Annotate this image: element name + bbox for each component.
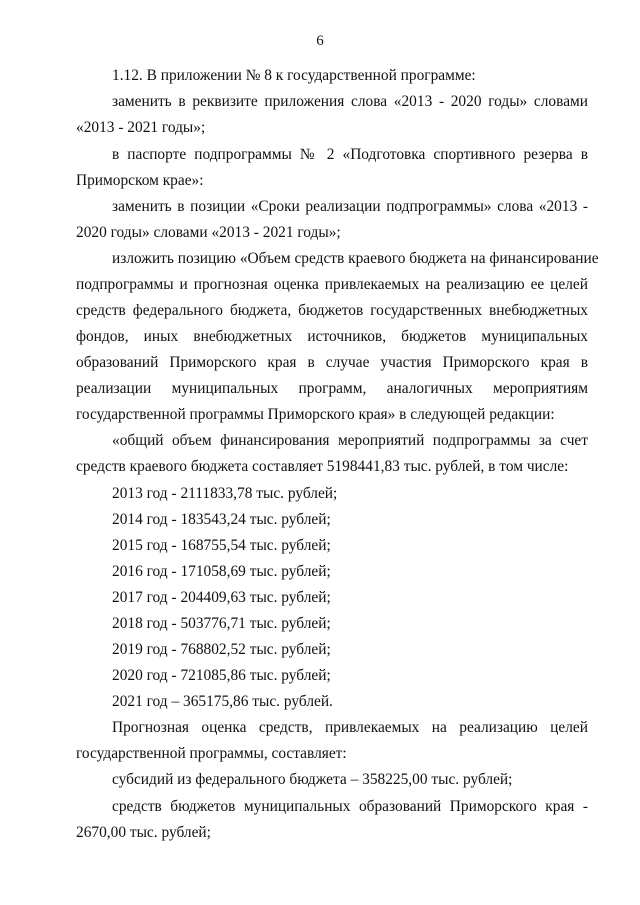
- text-line: 2670,00 тыс. рублей;: [76, 824, 211, 841]
- page-number: 6: [316, 33, 324, 49]
- text-line: средств краевого бюджета составляет 5198441,83 тыс. рублей, в том числе:: [76, 458, 569, 475]
- text-line: государственной программы, составляет:: [76, 745, 347, 762]
- text-line: средств бюджетов муниципальных образований Приморского края -: [112, 798, 588, 815]
- text-line: 2020 годы» словами «2013 - 2021 годы»;: [76, 224, 341, 241]
- year-line: 2017 год - 204409,63 тыс. рублей;: [112, 589, 331, 606]
- text-line: в паспорте подпрограммы № 2 «Подготовка спортивного резерва в: [112, 146, 588, 163]
- year-line: 2018 год - 503776,71 тыс. рублей;: [112, 615, 331, 632]
- year-line: 2014 год - 183543,24 тыс. рублей;: [112, 511, 331, 528]
- year-line: 2019 год - 768802,52 тыс. рублей;: [112, 641, 331, 658]
- text-line: субсидий из федерального бюджета – 358225,00 тыс. рублей;: [112, 771, 513, 788]
- text-line: фондов, иных внебюджетных источников, бюджетов муниципальных: [76, 328, 588, 345]
- text-line: «общий объем финансирования мероприятий подпрограммы за счет: [112, 432, 588, 449]
- text-line: «2013 - 2021 годы»;: [76, 119, 206, 136]
- text-line: 1.12. В приложении № 8 к государственной программе:: [112, 67, 476, 84]
- text-line: образований Приморского края в случае участия Приморского края в: [76, 354, 588, 371]
- text-line: заменить в реквизите приложения слова «2013 - 2020 годы» словами: [112, 93, 588, 110]
- text-line: реализации муниципальных программ, аналогичных мероприятиям: [76, 380, 588, 397]
- year-line: 2013 год - 2111833,78 тыс. рублей;: [112, 485, 338, 502]
- year-line: 2020 год - 721085,86 тыс. рублей;: [112, 667, 331, 684]
- text-line: средств федерального бюджета, бюджетов государственных внебюджетных: [76, 302, 588, 319]
- text-line: подпрограммы и прогнозная оценка привлекаемых на реализацию ее целей: [76, 276, 588, 293]
- year-line: 2021 год – 365175,86 тыс. рублей.: [112, 693, 333, 710]
- text-line: Прогнозная оценка средств, привлекаемых на реализацию целей: [112, 719, 588, 736]
- text-line: государственной программы Приморского края» в следующей редакции:: [76, 406, 555, 423]
- text-line: заменить в позиции «Сроки реализации подпрограммы» слова «2013 -: [112, 198, 588, 215]
- year-line: 2016 год - 171058,69 тыс. рублей;: [112, 563, 331, 580]
- text-line: Приморском крае»:: [76, 172, 204, 189]
- year-line: 2015 год - 168755,54 тыс. рублей;: [112, 537, 331, 554]
- text-line: изложить позицию «Объем средств краевого бюджета на финансирование: [112, 250, 599, 267]
